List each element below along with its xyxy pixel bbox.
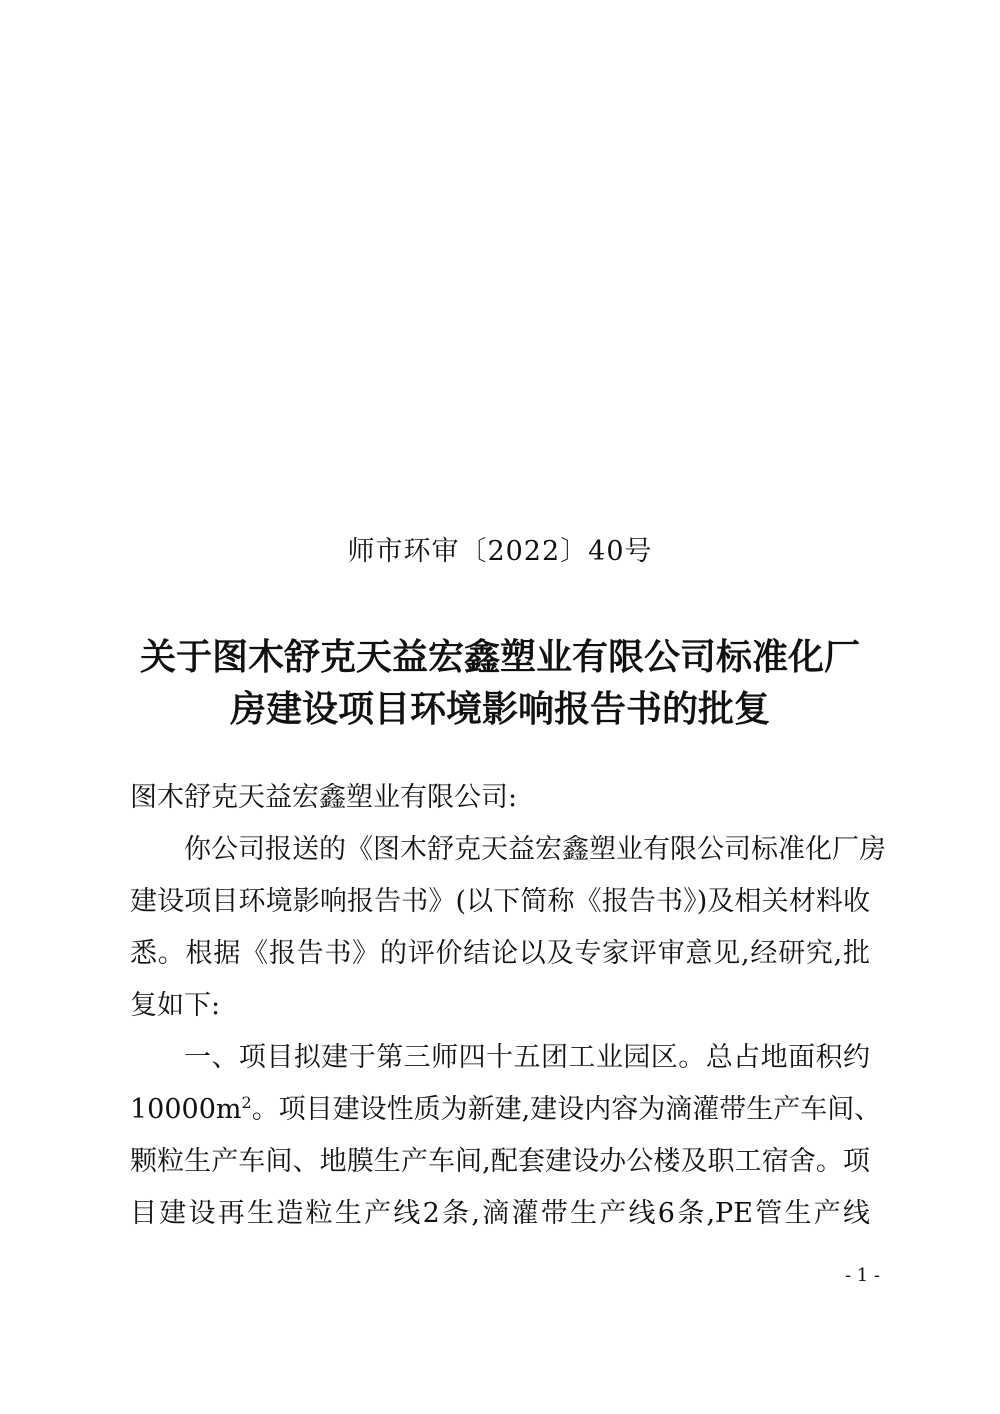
paragraph-item-one [130,1032,882,1240]
paragraph-line: 建设项目环境影响报告书》(以下简称《报告书》)及相关材料收 [130,886,870,917]
addressee: 图木舒克天益宏鑫塑业有限公司: [130,782,518,813]
area-superscript: 2 [241,1093,252,1112]
paragraph-line: 悉。根据《报告书》的评价结论以及专家评审意见,经研究,批 [130,938,870,969]
title-line: 房建设项目环境影响报告书的批复 [229,689,770,730]
page-number: - 1 - [844,1265,880,1286]
document-title [100,632,900,736]
paragraph-line: 复如下: [130,990,221,1021]
paragraph-line: 你公司报送的《图木舒克天益宏鑫塑业有限公司标准化厂房 [184,834,886,865]
paragraph-line: 颗粒生产车间、地膜生产车间,配套建设办公楼及职工宿舍。项 [130,1146,870,1177]
paragraph-intro [130,824,886,1032]
paragraph-line-rest: 。项目建设性质为新建,建设内容为滴灌带生产车间、 [251,1094,882,1125]
area-value: 10000m [130,1094,242,1125]
paragraph-line: 一、项目拟建于第三师四十五团工业园区。总占地面积约 [184,1042,870,1073]
paragraph-line: 目建设再生造粒生产线2条,滴灌带生产线6条,PE管生产线 [130,1198,870,1229]
document-number: 师市环审〔2022〕40号 [347,536,653,567]
title-line: 关于图木舒克天益宏鑫塑业有限公司标准化厂 [139,637,860,678]
paragraph-line [130,1084,882,1136]
